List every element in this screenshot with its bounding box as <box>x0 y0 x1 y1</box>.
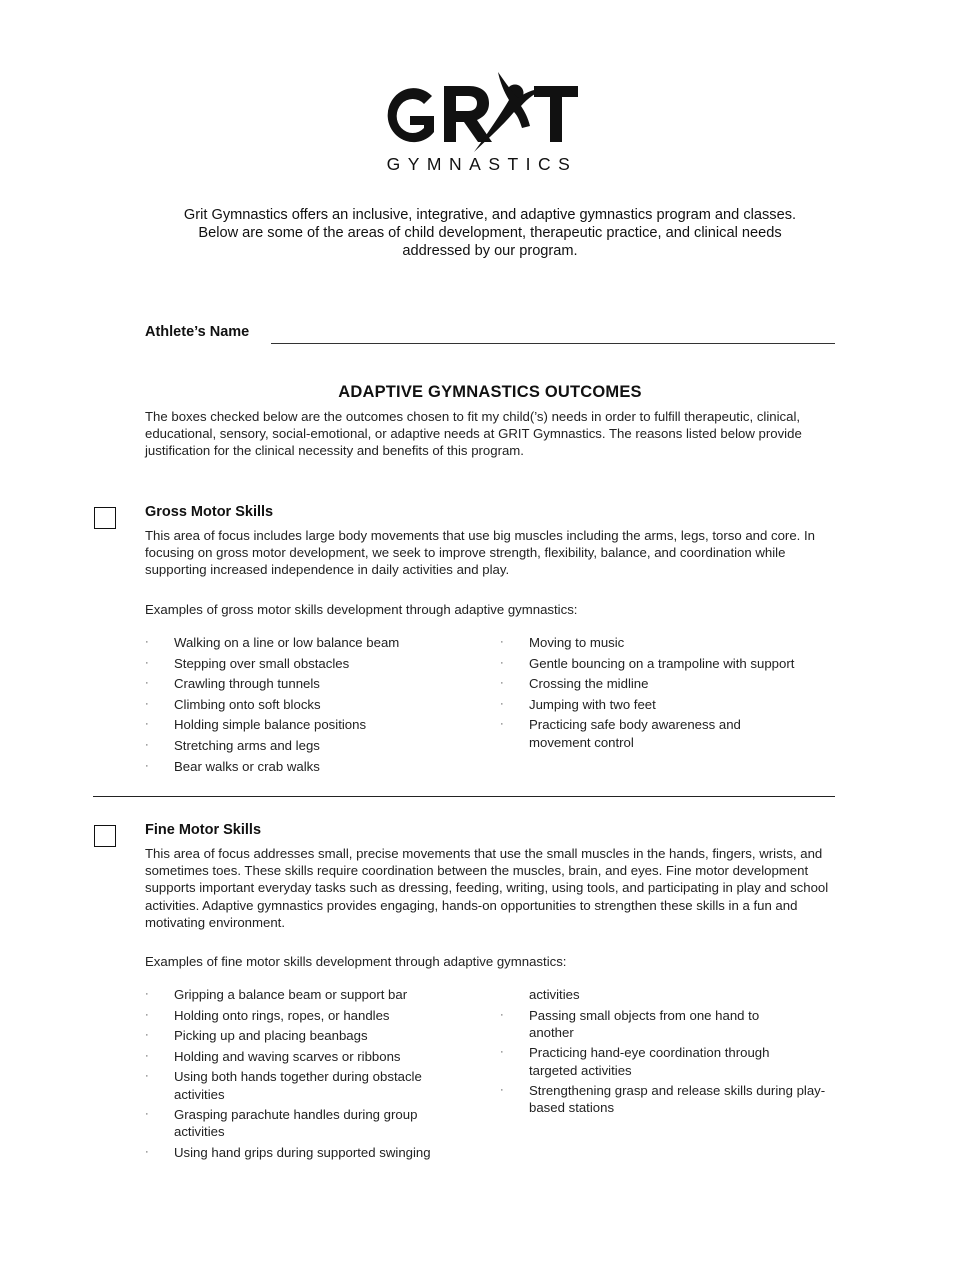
fine-motor-checkbox[interactable] <box>94 825 116 847</box>
athlete-name-field[interactable] <box>271 343 835 344</box>
list-item: · Grasping parachute handles during group activities <box>145 1107 418 1140</box>
list-item: · Holding and waving scarves or ribbons <box>145 1048 401 1064</box>
list-item: · Gripping a balance beam or support bar <box>145 987 408 1002</box>
list-item: · Crossing the midline <box>500 676 649 692</box>
list-item: · Climbing onto soft blocks <box>145 696 321 712</box>
list-item: · Jumping with two feet <box>500 696 656 712</box>
outcomes-description: The boxes checked below are the outcomes chosen to fit my child(’s) needs in order to fulfill therapeutic, clinical, educational, sensory, social-emotional, or adaptive needs at GRIT Gymnastics. The reasons listed below provide justification for the clinical necessity and benefits of this program. <box>145 409 802 459</box>
list-item: · Stepping over small obstacles <box>145 655 350 671</box>
list-item: · Holding onto rings, ropes, or handles <box>145 1007 390 1023</box>
intro-line: Below are some of the areas of child development, therapeutic practice, and clinical needs <box>198 225 782 241</box>
list-item: · Passing small objects from one hand to another <box>500 1007 760 1040</box>
section-divider <box>93 796 835 797</box>
gross-motor-title: Gross Motor Skills <box>145 504 274 520</box>
list-item: · Using hand grips during supported swinging <box>145 1144 431 1160</box>
gymnast-logo-icon <box>378 66 582 178</box>
list-item: · Practicing safe body awareness and movement control <box>500 717 741 750</box>
list-item: · Holding simple balance positions <box>145 717 367 733</box>
grit-gymnastics-logo <box>378 66 582 178</box>
fine-motor-description: This area of focus addresses small, precise movements that use the small muscles in the hands, fingers, wrists, and sometimes toes. These skills require coordination between the muscles, brain, and eyes. Fine motor development supports important everyday tasks such as dressing, feeding, writing, using tools, and participating in play and school activities. Adaptive gymnastics provides engaging, hands-on opportunities to strengthen these skills in a fun and motivating environment. <box>145 846 829 930</box>
gross-motor-description: This area of focus includes large body movements that use big muscles including the arms, legs, torso and core. In focusing on gross motor development, we seek to improve strength, flexibility, balance, and coordination while supporting increased independence in daily activities and play. <box>145 528 815 578</box>
list-item: · Picking up and placing beanbags <box>145 1028 368 1044</box>
gross-motor-list-left <box>145 634 475 778</box>
list-item: · Walking on a line or low balance beam <box>145 635 400 650</box>
list-item-continuation: activities <box>529 987 580 1002</box>
list-item: · Moving to music <box>500 635 625 650</box>
list-item: · Practicing hand-eye coordination through targeted activities <box>500 1045 770 1078</box>
fine-motor-list-left <box>145 986 480 1165</box>
list-item: · Stretching arms and legs <box>145 737 320 753</box>
fine-motor-title: Fine Motor Skills <box>145 822 262 838</box>
list-item: · Bear walks or crab walks <box>145 758 320 774</box>
athlete-name-label: Athlete’s Name <box>145 324 250 340</box>
fine-motor-examples-label: Examples of fine motor skills development through adaptive gymnastics: <box>145 954 567 969</box>
gross-motor-examples-label: Examples of gross motor skills development through adaptive gymnastics: <box>145 602 578 617</box>
list-item: · Using both hands together during obstacle activities <box>145 1069 422 1102</box>
list-item: · Crawling through tunnels <box>145 676 320 692</box>
intro-line: Grit Gymnastics offers an inclusive, integrative, and adaptive gymnastics program and classes. <box>183 207 797 223</box>
gross-motor-list-right <box>500 634 835 754</box>
svg-text:GYMNASTICS: GYMNASTICS <box>386 154 578 174</box>
outcomes-title: ADAPTIVE GYMNASTICS OUTCOMES <box>338 383 642 401</box>
intro-text <box>140 206 840 260</box>
fine-motor-list-right <box>500 986 835 1120</box>
gross-motor-checkbox[interactable] <box>94 507 116 529</box>
list-item: · Strengthening grasp and release skills during play-based stations <box>500 1083 826 1116</box>
list-item: · Gentle bouncing on a trampoline with support <box>500 655 795 671</box>
intro-line: addressed by our program. <box>402 243 578 259</box>
